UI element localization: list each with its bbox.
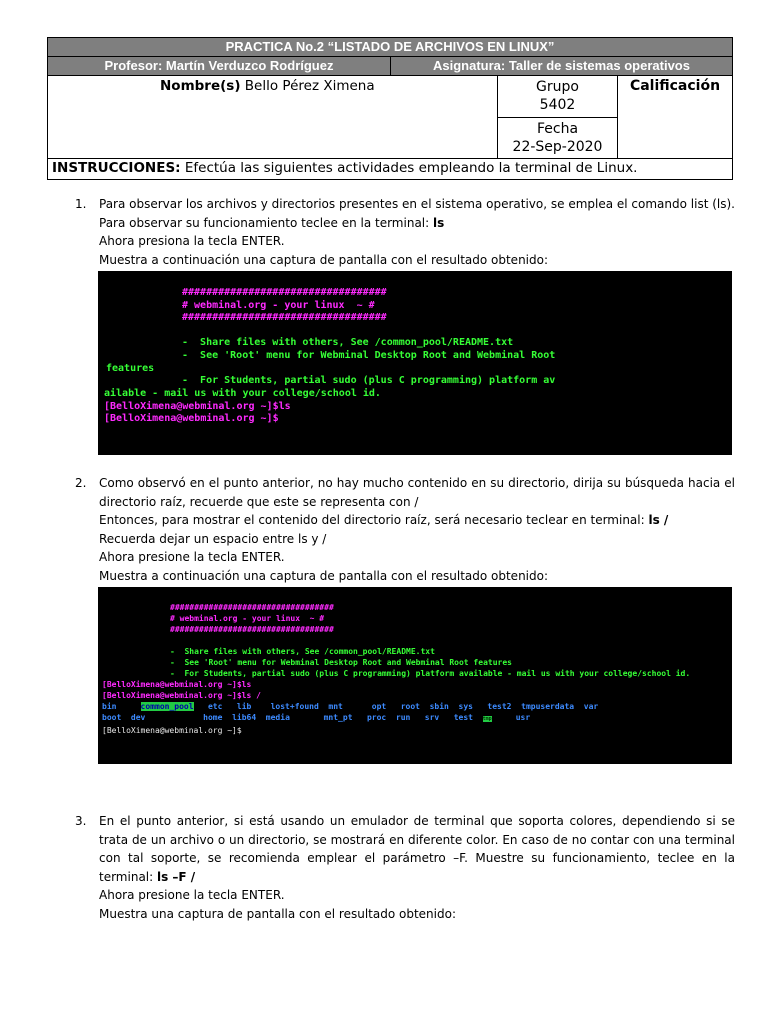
activity-line: Recuerda dejar un espacio entre ls y / — [99, 531, 327, 546]
dir-entry: lost+found — [270, 702, 319, 711]
date-value: 22-Sep-2020 — [512, 138, 603, 155]
terminal-line: features — [106, 362, 155, 374]
activity-number: 2. — [75, 476, 87, 490]
activity-line: Muestra una captura de pantalla con el resultado obtenido: — [99, 906, 456, 921]
activity-command: ls / — [648, 513, 669, 527]
terminal-prompt: [BelloXimena@webminal.org ~]$ls — [102, 680, 252, 689]
activity-command: ls –F / — [157, 869, 196, 884]
activity-paragraph: Como observó en el punto anterior, no hay mucho contenido en su directorio, dirija su búsqueda hacia el directorio raíz, recuerde que este se representa con / — [99, 476, 735, 509]
activity-line: Entonces, para mostrar el contenido del directorio raíz, será necesario teclear en terminal: — [99, 513, 645, 527]
terminal-banner: ################################## — [170, 625, 334, 634]
header-table — [47, 37, 733, 180]
group-value: 5402 — [539, 97, 576, 113]
activity-number: 1. — [75, 197, 87, 211]
dir-entry: lib — [236, 702, 252, 711]
terminal-prompt: [BelloXimena@webminal.org ~]$ — [102, 726, 242, 735]
dir-entry: root — [400, 702, 420, 711]
activity-paragraph: En el punto anterior, si está usando un emulador de terminal que soporta colores, dependiendo si se trata de un archivo o un directorio, se mostrará en diferente color. En caso de no contar con una terminal con tal soporte, se recomienda emplear el parámetro –F. Muestre su funcionamiento, teclee en la terminal: — [99, 814, 735, 884]
instructions — [48, 159, 637, 179]
dir-entry: test2 — [487, 702, 512, 711]
terminal-banner: # webminal.org - your linux ~ # — [182, 299, 375, 311]
terminal-line: ailable - mail us with your college/school id. — [104, 387, 381, 399]
dir-entry: var — [583, 702, 599, 711]
terminal-line: - Share files with others, See /common_pool/README.txt — [182, 337, 514, 349]
terminal-ls-row-2 — [102, 712, 732, 725]
instructions-text: Efectúa las siguientes actividades empleando la terminal de Linux. — [184, 160, 638, 176]
terminal-line: - For Students, partial sudo (plus C programming) platform av — [182, 375, 556, 387]
dir-entry-highlight: common_pool — [140, 702, 194, 711]
dir-entry: etc — [207, 702, 223, 711]
dir-entry: dev — [130, 713, 146, 722]
activity-3 — [75, 812, 735, 923]
group-date-cell — [498, 76, 618, 158]
activity-2 — [75, 474, 735, 585]
activity-line: Ahora presione la tecla ENTER. — [99, 550, 285, 564]
dir-entry: lib64 — [232, 713, 257, 722]
dir-entry: srv — [424, 713, 440, 722]
activity-line: Ahora presione la tecla ENTER. — [99, 888, 285, 902]
terminal-line: - See 'Root' menu for Webminal Desktop Root and Webminal Root — [182, 349, 556, 361]
terminal-screenshot-2 — [98, 587, 732, 764]
terminal-prompt: [BelloXimena@webminal.org ~]$ — [104, 413, 279, 425]
dir-entry: home — [203, 713, 223, 722]
name-label: Nombre(s) — [160, 78, 241, 94]
date-box — [498, 117, 617, 159]
terminal-banner: ################################## — [182, 312, 387, 324]
student-name-cell — [48, 76, 498, 158]
terminal-banner: ################################## — [170, 603, 334, 612]
terminal-line: - See 'Root' menu for Webminal Desktop Root and Webminal Root features — [170, 658, 512, 667]
terminal-prompt: [BelloXimena@webminal.org ~]$ls / — [102, 691, 261, 700]
activity-paragraph: Para observar los archivos y directorios presentes en el sistema operativo, se emplea el comando list (ls). Para observar su funcionamiento teclee en la terminal: — [99, 197, 735, 230]
dir-entry: tmpuserdata — [521, 702, 575, 711]
dir-entry: sbin — [429, 702, 449, 711]
terminal-line: - For Students, partial sudo (plus C programming) platform available - mail us with your college/school id. — [170, 669, 691, 678]
dir-entry: usr — [515, 713, 531, 722]
dir-entry: run — [395, 713, 411, 722]
practice-title: PRACTICA No.2 “LISTADO DE ARCHIVOS EN LINUX” — [48, 38, 732, 56]
dir-entry: boot — [102, 713, 122, 722]
activity-line: Muestra a continuación una captura de pantalla con el resultado obtenido: — [99, 568, 549, 583]
instructions-label: INSTRUCCIONES: — [52, 160, 181, 176]
dir-entry: sys — [458, 702, 473, 711]
terminal-ls-row-1 — [102, 701, 732, 712]
activity-1 — [75, 195, 735, 269]
activity-line: Ahora presiona la tecla ENTER. — [99, 234, 285, 248]
activity-number: 3. — [75, 814, 87, 828]
grade-label: Calificación — [629, 78, 721, 94]
professor-label: Profesor: Martín Verduzco Rodríguez — [48, 57, 390, 75]
dir-entry-highlight: tmp — [482, 716, 492, 722]
dir-entry: mnt — [328, 702, 343, 711]
dir-entry: mnt_pt — [323, 713, 353, 722]
dir-entry: proc — [366, 713, 387, 722]
terminal-line: - Share files with others, See /common_pool/README.txt — [170, 647, 435, 656]
grade-cell — [618, 76, 732, 158]
dir-entry: opt — [371, 702, 387, 711]
dir-entry: bin — [102, 702, 117, 711]
terminal-screenshot-1 — [98, 271, 732, 455]
dir-entry: test — [453, 713, 473, 722]
subject-label: Asignatura: Taller de sistemas operativos — [390, 57, 732, 75]
terminal-prompt: [BelloXimena@webminal.org ~]$ls — [104, 400, 291, 412]
name-value: Bello Pérez Ximena — [244, 78, 375, 94]
dir-entry: media — [265, 713, 290, 722]
terminal-banner: # webminal.org - your linux ~ # — [170, 614, 325, 623]
activity-command: ls — [433, 215, 445, 230]
date-label: Fecha — [536, 120, 579, 137]
group-label: Grupo — [536, 79, 579, 95]
group-box — [498, 76, 617, 117]
activity-line: Muestra a continuación una captura de pantalla con el resultado obtenido: — [99, 252, 549, 267]
terminal-banner: ################################## — [182, 287, 387, 298]
